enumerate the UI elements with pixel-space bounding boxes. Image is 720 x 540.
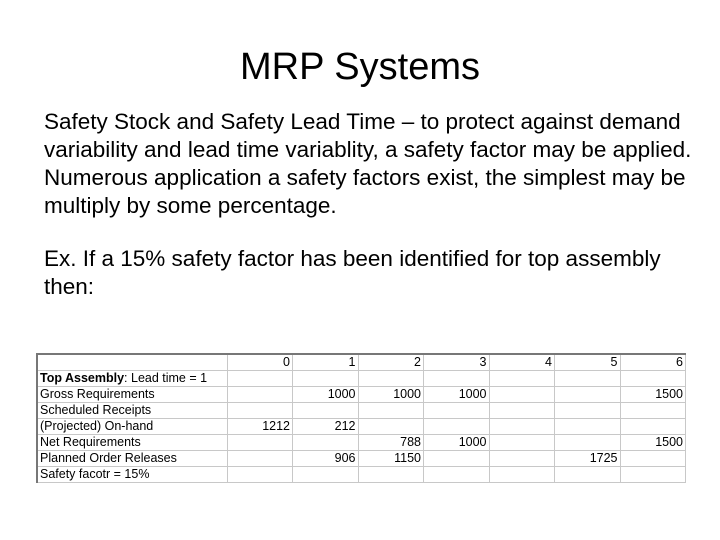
- top-assembly-label: [37, 371, 227, 387]
- table-cell: [358, 467, 424, 483]
- table-row: [37, 451, 686, 467]
- table-cell: [227, 371, 293, 387]
- table-cell: [424, 467, 490, 483]
- table-cell: [293, 435, 359, 451]
- table-row: [37, 435, 686, 451]
- lead-time-text: : Lead time = 1: [124, 371, 208, 385]
- table-cell: 788: [358, 435, 424, 451]
- period-header: 6: [620, 354, 686, 371]
- period-header: 0: [227, 354, 293, 371]
- table-cell: [293, 403, 359, 419]
- table-cell: [620, 419, 686, 435]
- table-cell: [555, 435, 621, 451]
- table-cell: [424, 451, 490, 467]
- table-cell: [358, 371, 424, 387]
- table-cell: [424, 371, 490, 387]
- table-cell: [489, 467, 555, 483]
- table-cell: 1000: [424, 435, 490, 451]
- mrp-table: [36, 353, 686, 483]
- table-cell: [293, 467, 359, 483]
- table-cell: [489, 371, 555, 387]
- table-cell: [358, 419, 424, 435]
- table-row-top-assembly: [37, 371, 686, 387]
- table-cell: [424, 403, 490, 419]
- table-row: [37, 387, 686, 403]
- table-row-safety-factor: [37, 467, 686, 483]
- row-label: Scheduled Receipts: [37, 403, 227, 419]
- paragraph-example: Ex. If a 15% safety factor has been identified for top assembly then:: [44, 246, 661, 299]
- row-label: Net Requirements: [37, 435, 227, 451]
- table-row: [37, 403, 686, 419]
- table-cell: [489, 435, 555, 451]
- table-cell: 1000: [358, 387, 424, 403]
- period-header: 2: [358, 354, 424, 371]
- table-cell: 1212: [227, 419, 293, 435]
- table-cell: [227, 387, 293, 403]
- row-label: (Projected) On-hand: [37, 419, 227, 435]
- table-cell: [620, 451, 686, 467]
- table-cell: 1500: [620, 435, 686, 451]
- table-row: [37, 419, 686, 435]
- period-header: 1: [293, 354, 359, 371]
- table-cell: [489, 403, 555, 419]
- table-cell: [555, 403, 621, 419]
- table-cell: [555, 419, 621, 435]
- table-cell: 1500: [620, 387, 686, 403]
- table-header-corner: [37, 354, 227, 371]
- table-cell: 1000: [293, 387, 359, 403]
- top-assembly-name: Top Assembly: [40, 371, 125, 385]
- slide-title: MRP Systems: [239, 46, 480, 88]
- table-cell: [293, 371, 359, 387]
- table-cell: [555, 371, 621, 387]
- table-cell: [358, 403, 424, 419]
- table-cell: 906: [293, 451, 359, 467]
- paragraph-safety-stock: Safety Stock and Safety Lead Time – to protect against demand variability and lead time variablity, a safety factor may be applied. Numerous application a safety factors exist, the simplest may be multiply by some percentage.: [44, 109, 692, 218]
- table-cell: [555, 467, 621, 483]
- table-cell: [620, 403, 686, 419]
- table-cell: [489, 451, 555, 467]
- table-cell: [555, 387, 621, 403]
- table-cell: [424, 419, 490, 435]
- safety-factor-label: Safety facotr = 15%: [37, 467, 227, 483]
- table-cell: 1725: [555, 451, 621, 467]
- table-cell: 1000: [424, 387, 490, 403]
- period-header: 5: [555, 354, 621, 371]
- table-cell: [227, 403, 293, 419]
- table-cell: 212: [293, 419, 359, 435]
- table-cell: [620, 371, 686, 387]
- slide-body: [44, 108, 694, 301]
- table-cell: [227, 467, 293, 483]
- row-label: Planned Order Releases: [37, 451, 227, 467]
- table-cell: [620, 467, 686, 483]
- table-cell: [489, 387, 555, 403]
- table-cell: [489, 419, 555, 435]
- table-cell: 1150: [358, 451, 424, 467]
- period-header: 3: [424, 354, 490, 371]
- period-header: 4: [489, 354, 555, 371]
- table-cell: [227, 451, 293, 467]
- table-header-row: [37, 354, 686, 371]
- row-label: Gross Requirements: [37, 387, 227, 403]
- table-cell: [227, 435, 293, 451]
